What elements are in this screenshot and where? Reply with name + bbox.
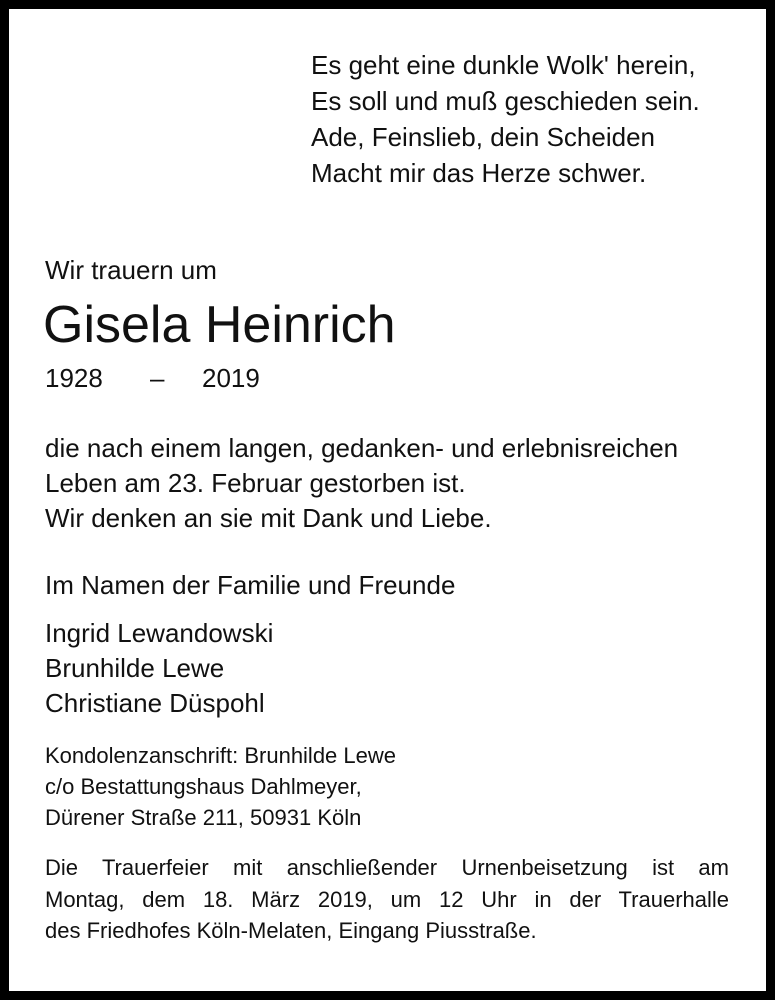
deceased-name: Gisela Heinrich <box>43 296 396 354</box>
address-line: c/o Bestattungshaus Dahlmeyer, <box>45 774 362 799</box>
poem <box>311 47 700 191</box>
mourning-intro: Wir trauern um <box>45 255 217 285</box>
family-member: Christiane Düspohl <box>45 688 265 718</box>
poem-line: Es soll und muß geschieden sein. <box>311 86 700 116</box>
life-years <box>45 360 260 396</box>
family-member: Brunhilde Lewe <box>45 653 225 683</box>
birth-year: 1928 <box>45 363 103 393</box>
family-members <box>45 616 273 721</box>
funeral-line: Montag, dem 18. März 2019, um 12 Uhr in der Trauerhalle <box>45 886 729 912</box>
funeral-info <box>45 852 729 947</box>
address-line: Dürener Straße 211, 50931 Köln <box>45 805 362 830</box>
statement-line: Wir denken an sie mit Dank und Liebe. <box>45 503 492 533</box>
statement <box>45 431 678 536</box>
funeral-line: des Friedhofes Köln-Melaten, Eingang Piusstraße. <box>45 918 537 943</box>
poem-line: Es geht eine dunkle Wolk' herein, <box>311 50 696 80</box>
year-dash: – <box>150 363 165 393</box>
statement-line: Leben am 23. Februar gestorben ist. <box>45 468 466 498</box>
condolence-address <box>45 740 396 833</box>
poem-line: Macht mir das Herze schwer. <box>311 158 647 188</box>
family-title: Im Namen der Familie und Freunde <box>45 570 456 600</box>
death-year: 2019 <box>202 363 260 393</box>
family-member: Ingrid Lewandowski <box>45 618 274 648</box>
address-line: Kondolenzanschrift: Brunhilde Lewe <box>45 743 397 768</box>
poem-line: Ade, Feinslieb, dein Scheiden <box>311 122 656 152</box>
statement-line: die nach einem langen, gedanken- und erlebnisreichen <box>45 433 679 463</box>
funeral-line: Die Trauerfeier mit anschließender Urnenbeisetzung ist am <box>45 855 729 880</box>
